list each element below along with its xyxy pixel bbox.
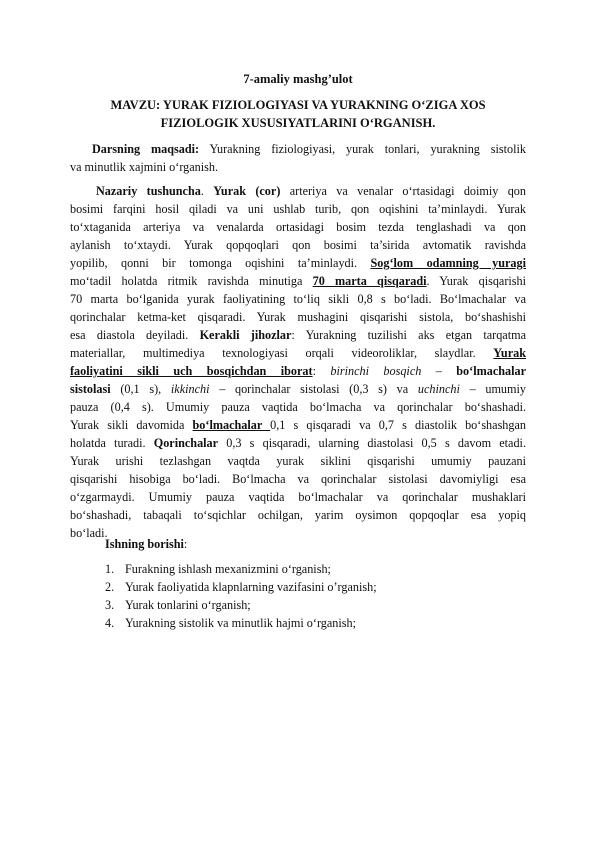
- step-number: 2.: [105, 580, 115, 594]
- underlined-term: 70 marta qisqaradi: [312, 274, 427, 288]
- theory-text: . Yurak qisqarishi: [426, 274, 526, 288]
- theory-line: qisqarishi hisobiga bo‘ladi. Bo‘lmacha va qorinchalar sistolasi davomiyligi esa: [70, 472, 526, 486]
- progress-heading: [105, 537, 187, 552]
- theory-text: – qorinchalar sistolasi (0,3 s) va: [209, 382, 418, 396]
- topic-heading: [70, 96, 526, 132]
- theory-text: yopilib, qonni bir tomonga oqishini ta’minlaydi.: [70, 256, 371, 270]
- theory-line: to‘xtaganida arteriya va venalarda ortasidagi bosim tezda tenglashadi va qon: [70, 220, 526, 234]
- theory-text: – umumiy: [459, 382, 526, 396]
- theory-text: esa diastola deyiladi.: [70, 328, 200, 342]
- theory-line: [70, 380, 526, 398]
- progress-heading-colon: :: [183, 537, 188, 551]
- aim-paragraph: [70, 140, 526, 176]
- underlined-term: Yurak: [493, 346, 526, 360]
- step-number: 3.: [105, 598, 115, 612]
- topic-line-1: MAVZU: YURAK FIZIOLOGIYASI VA YURAKNING O‘ZIGA XOS: [110, 98, 486, 112]
- theory-line: [70, 272, 526, 290]
- underlined-term: Sog‘lom odamning yuragi: [370, 256, 526, 270]
- theory-text: (0,1 s),: [110, 382, 171, 396]
- theory-line: Yurak urishi tezlashgan vaqtda yurak siklini qisqarishi umumiy pauzani: [70, 454, 526, 468]
- theory-text: holatda turadi.: [70, 436, 154, 450]
- term-qorinchalar: Qorinchalar: [153, 436, 219, 450]
- theory-paragraph: [70, 182, 526, 542]
- step-text: Yurak tonlarini o‘rganish;: [125, 598, 251, 612]
- progress-heading-text: Ishning borishi: [105, 537, 184, 551]
- theory-line: [70, 344, 526, 362]
- aim-line-1: [70, 140, 526, 158]
- step-text: Yurakning sistolik va minutlik hajmi o‘rganish;: [125, 616, 356, 630]
- theory-line: bosimi farqini hosil qiladi va uni ushlab turib, qon oqishini ta’minlaydi. Yurak: [70, 202, 526, 216]
- theory-line: aylanish to‘xtaydi. Yurak qopqoqlari qon bosimi ta’sirida avtomatik ravishda: [70, 238, 526, 252]
- theory-text: :: [312, 364, 331, 378]
- term-yurak: Yurak (cor): [213, 184, 281, 198]
- term-bolmachalar: bo‘lmachalar: [456, 364, 526, 378]
- theory-line: 70 marta bo‘lganida yurak faoliyatining to‘liq sikli 0,8 s bo‘ladi. Bo‘lmachalar va: [70, 292, 526, 306]
- term-equipment: Kerakli jihozlar: [199, 328, 292, 342]
- theory-line: qorinchalar ketma-ket qisqaradi. Yurak mushagini qisqarishi sistola, bo‘shashishi: [70, 310, 526, 324]
- theory-line: [70, 434, 526, 452]
- list-item: [105, 614, 377, 632]
- theory-line: [70, 362, 526, 380]
- theory-line: [70, 182, 526, 200]
- list-item: [105, 596, 377, 614]
- theory-text: .: [200, 184, 214, 198]
- theory-text: materiallar, multimediya texnologiyasi orqali videoroliklar, slaydlar.: [70, 346, 494, 360]
- aim-line-2: va minutlik xajmini o‘rganish.: [70, 160, 219, 174]
- italic-term: ikkinchi: [170, 382, 210, 396]
- aim-text: Yurakning fiziologiyasi, yurak tonlari, yurakning sistolik: [199, 142, 526, 156]
- theory-text: 0,3 s qisqaradi, ularning diastolasi 0,5 s davom etadi.: [218, 436, 526, 450]
- list-item: [105, 578, 377, 596]
- underlined-term: faoliyatini sikli uch bosqichdan iborat: [70, 364, 313, 378]
- theory-line: [70, 326, 526, 344]
- theory-line: [70, 416, 526, 434]
- aim-label: Darsning maqsadi:: [92, 142, 200, 156]
- underlined-term: bo‘lmachalar: [192, 418, 271, 432]
- italic-term: birinchi bosqich: [330, 364, 422, 378]
- steps-list: [105, 560, 377, 632]
- theory-text: –: [421, 364, 457, 378]
- theory-line: bo‘shashadi, tabaqali to‘sqichlar ochilgan, yarim oysimon qopqoqlar esa yopiq: [70, 508, 526, 522]
- theory-line: bo‘ladi.: [70, 526, 108, 540]
- term-sistolasi: sistolasi: [70, 382, 111, 396]
- theory-text: arteriya va venalar o‘rtasidagi doimiy qon: [280, 184, 526, 198]
- step-number: 1.: [105, 562, 115, 576]
- theory-text: 0,1 s qisqaradi va 0,7 s diastolik bo‘shashgan: [270, 418, 526, 432]
- theory-text: mo‘tadil holatda ritmik ravishda minutiga: [70, 274, 313, 288]
- theory-label: Nazariy tushuncha: [96, 184, 201, 198]
- theory-line: [70, 254, 526, 272]
- step-text: Yurak faoliyatida klapnlarning vazifasini o’rganish;: [125, 580, 377, 594]
- step-number: 4.: [105, 616, 115, 630]
- italic-term: uchinchi: [417, 382, 460, 396]
- list-item: [105, 560, 377, 578]
- theory-text: : Yurakning tuzilishi aks etgan tarqatma: [291, 328, 526, 342]
- theory-line: pauza (0,4 s). Umumiy pauza vaqtida bo‘lmacha va qorinchalar bo‘shashadi.: [70, 400, 526, 414]
- practical-title: 7-amaliy mashg’ulot: [243, 72, 353, 86]
- step-text: Furakning ishlash mexanizmini o‘rganish;: [125, 562, 331, 576]
- theory-line: o‘zgarmaydi. Umumiy pauza vaqtida bo‘lmachalar va qorinchalar mushaklari: [70, 490, 526, 504]
- topic-line-2: FIZIOLOGIK XUSUSIYATLARINI O‘RGANISH.: [160, 116, 436, 130]
- theory-text: Yurak sikli davomida: [70, 418, 193, 432]
